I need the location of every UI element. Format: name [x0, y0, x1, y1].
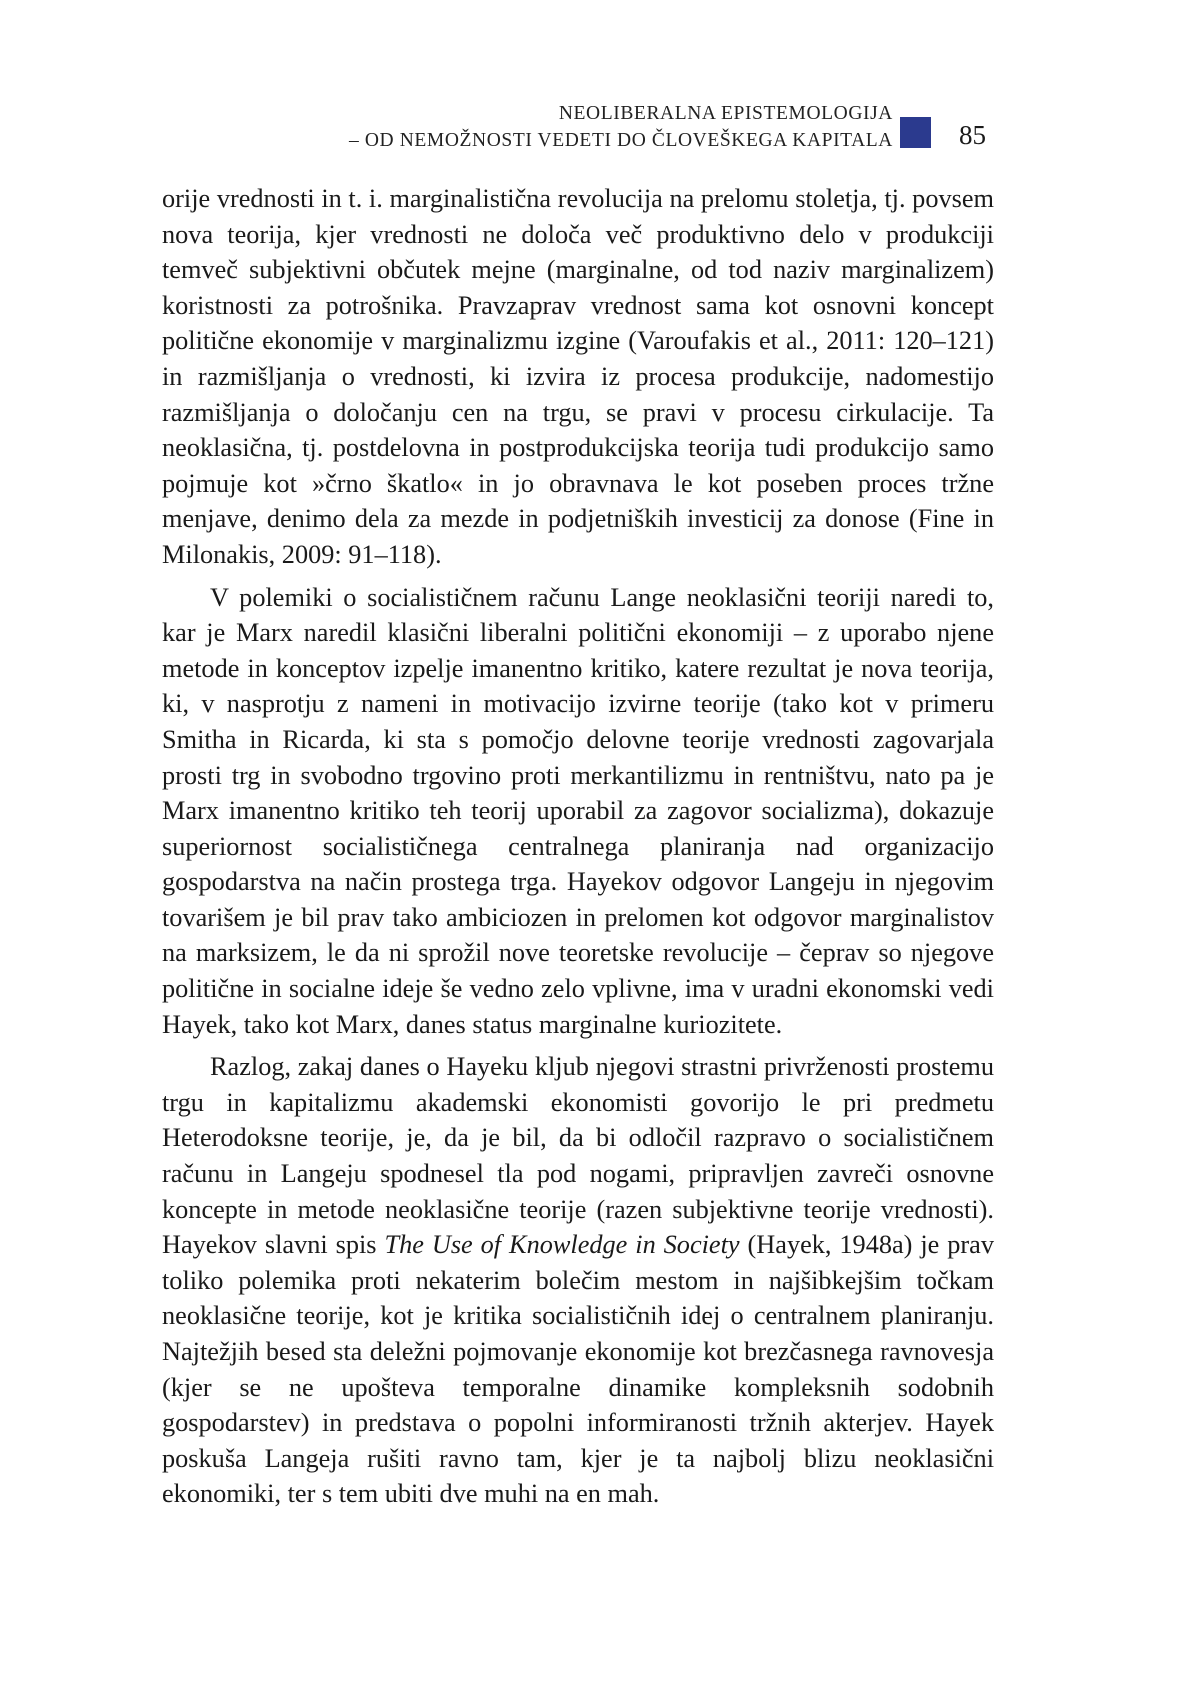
paragraph-3-text-before: Razlog, zakaj danes o Hayeku kljub njegovi strastni privrženosti prostemu trgu in kapitalizmu akademski ekonomisti govorijo le pri predmetu Heterodoksne teorije, je, da je bil, da bi odločil razpravo o socialističnem računu in Langeju spodnesel tla pod nogami, pripravljen zavreči osnovne koncepte in metode neoklasične teorije (razen subjektivne teorije vrednosti). Hayekov slavni spis: [162, 1052, 994, 1260]
header-title-line-2: – OD NEMOŽNOSTI VEDETI DO ČLOVEŠKEGA KAPITALA: [349, 130, 893, 151]
header-color-marker: [900, 117, 931, 148]
page-number: 85: [959, 120, 986, 150]
paragraph-1: orije vrednosti in t. i. marginalistična revolucija na prelomu stoletja, tj. povsem nova teorija, kjer vrednosti ne določa več produktivno delo v produkciji temveč subjektivni občutek mejne (marginalne, od tod naziv marginalizem) koristnosti za potrošnika. Pravzaprav vrednost sama kot osnovni koncept politične ekonomije v marginalizmu izgine (Varoufakis et al., 2011: 120–121) in razmišljanja o vrednosti, ki izvira iz procesa produkcije, nadomestijo razmišljanja o določanju cen na trgu, se pravi v procesu cirkulacije. Ta neoklasična, tj. postdelovna in postprodukcijska teorija tudi produkcijo samo pojmuje kot »črno škatlo« in jo obravnava le kot poseben proces tržne menjave, denimo dela za mezde in podjetniških investicij za donose (Fine in Milonakis, 2009: 91–118).: [162, 184, 994, 569]
running-header: [349, 100, 986, 156]
header-title-line-1: NEOLIBERALNA EPISTEMOLOGIJA: [558, 103, 893, 124]
cited-work-title: The Use of Knowledge in Society: [384, 1230, 740, 1260]
paragraph-3-text-after: (Hayek, 1948a) je prav toliko polemika proti nekaterim bolečim mestom in najšibkejšim točkam neoklasične teorije, kot je kritika socialističnih idej o centralnem planiranju. Najtežjih besed sta deležni pojmovanje ekonomije kot brezčasnega ravnovesja (kjer se ne upošteva temporalne dinamike kompleksnih sodobnih gospodarstev) in predstava o popolni informiranosti tržnih akterjev. Hayek poskuša Langeja rušiti ravno tam, kjer je ta najbolj blizu neoklasični ekonomiki, ter s tem ubiti dve muhi na en mah.: [162, 1230, 994, 1509]
header-title: [349, 100, 893, 154]
paragraph-2: V polemiki o socialističnem računu Lange neoklasični teoriji naredi to, kar je Marx naredil klasični liberalni politični ekonomiji – z uporabo njene metode in konceptov izpelje imanentno kritiko, katere rezultat je nova teorija, ki, v nasprotju z nameni in motivacijo izvirne teorije (tako kot v primeru Smitha in Ricarda, ki sta s pomočjo delovne teorije vrednosti zagovarjala prosti trg in svobodno trgovino proti merkantilizmu in rentništvu, nato pa je Marx imanentno kritiko teh teorij uporabil za zagovor socializma), dokazuje superiornost socialističnega centralnega planiranja nad organizacijo gospodarstva na način prostega trga. Hayekov odgovor Langeju in njegovim tovarišem je bil prav tako ambiciozen in prelomen kot odgovor marginalistov na marksizem, le da ni sprožil nove teoretske revolucije – čeprav so njegove politične in socialne ideje še vedno zelo vplivne, ima v uradni ekonomski vedi Hayek, tako kot Marx, danes status marginalne kuriozitete.: [162, 582, 994, 1039]
paragraph-3: [162, 1049, 994, 1512]
body-text: [162, 181, 994, 1512]
